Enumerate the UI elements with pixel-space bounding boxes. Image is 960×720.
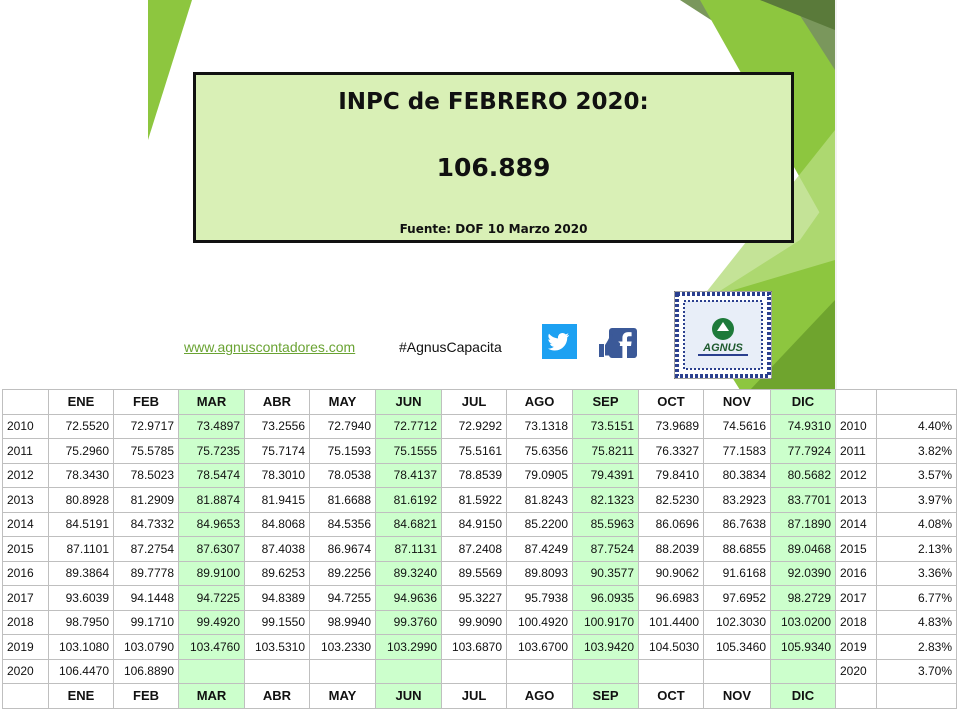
- inpc-value-cell: 89.8093: [507, 561, 573, 586]
- inpc-value-cell: 85.2200: [507, 512, 573, 537]
- header-month-jun: JUN: [376, 390, 442, 415]
- table-row: [3, 414, 957, 439]
- inpc-value-cell: 74.5616: [704, 414, 771, 439]
- inpc-value-cell: 82.5230: [639, 488, 704, 513]
- hashtag-text: #AgnusCapacita: [399, 339, 502, 355]
- inpc-value-cell: 80.5682: [771, 463, 836, 488]
- inflation-year-cell: 2020: [836, 659, 877, 684]
- inpc-value-cell: 89.6253: [245, 561, 310, 586]
- logo-text: AGNUS: [703, 342, 743, 354]
- inflation-year-cell: 2018: [836, 610, 877, 635]
- header-month-oct: OCT: [639, 390, 704, 415]
- box-title: INPC de FEBRERO 2020:: [338, 89, 649, 115]
- year-cell: 2013: [3, 488, 49, 513]
- inpc-value-cell: 103.9420: [573, 635, 639, 660]
- inpc-value-cell: 91.6168: [704, 561, 771, 586]
- year-cell: 2011: [3, 439, 49, 464]
- inpc-value-cell: 78.5023: [114, 463, 179, 488]
- box-inpc-value: 106.889: [436, 153, 551, 182]
- inpc-value-cell: 99.3760: [376, 610, 442, 635]
- inpc-value-cell: 89.2256: [310, 561, 376, 586]
- inflation-year-cell: 2017: [836, 586, 877, 611]
- footer-month-mar: MAR: [179, 684, 245, 709]
- inpc-value-cell: 90.9062: [639, 561, 704, 586]
- inpc-value-cell: 75.7235: [179, 439, 245, 464]
- inpc-value-cell: 84.9150: [442, 512, 507, 537]
- inpc-value-cell: 89.0468: [771, 537, 836, 562]
- footer-month-may: MAY: [310, 684, 376, 709]
- inpc-value-cell: 85.5963: [573, 512, 639, 537]
- footer-month-oct: OCT: [639, 684, 704, 709]
- table-header-row: [3, 390, 957, 415]
- inpc-value-cell: 83.2923: [704, 488, 771, 513]
- inpc-value-cell: 75.5785: [114, 439, 179, 464]
- inpc-value-cell: 73.9689: [639, 414, 704, 439]
- year-cell: 2016: [3, 561, 49, 586]
- inpc-value-cell: 87.1101: [49, 537, 114, 562]
- inpc-value-cell: 89.3864: [49, 561, 114, 586]
- inflation-rate-cell: 4.83%: [877, 610, 957, 635]
- inpc-value-cell: 73.1318: [507, 414, 573, 439]
- header-month-sep: SEP: [573, 390, 639, 415]
- inpc-value-cell: [639, 659, 704, 684]
- inpc-value-cell: 105.3460: [704, 635, 771, 660]
- inpc-value-cell: 100.9170: [573, 610, 639, 635]
- inpc-value-cell: 99.1550: [245, 610, 310, 635]
- header-empty-cell: [836, 390, 877, 415]
- inpc-value-cell: 73.5151: [573, 414, 639, 439]
- inpc-value-cell: 87.1890: [771, 512, 836, 537]
- inpc-value-cell: [573, 659, 639, 684]
- header-month-ene: ENE: [49, 390, 114, 415]
- header-month-jul: JUL: [442, 390, 507, 415]
- table-body: [3, 414, 957, 684]
- inpc-value-cell: 103.2330: [310, 635, 376, 660]
- inpc-value-cell: 103.6700: [507, 635, 573, 660]
- inpc-value-cell: 98.9940: [310, 610, 376, 635]
- footer-month-nov: NOV: [704, 684, 771, 709]
- inpc-value-cell: 89.7778: [114, 561, 179, 586]
- agnus-logo: [674, 291, 772, 379]
- inpc-value-cell: 90.3577: [573, 561, 639, 586]
- inpc-value-cell: 75.8211: [573, 439, 639, 464]
- inpc-value-cell: 94.1448: [114, 586, 179, 611]
- table-row: [3, 488, 957, 513]
- inpc-value-cell: 72.7940: [310, 414, 376, 439]
- inflation-rate-cell: 3.36%: [877, 561, 957, 586]
- header-empty-cell: [877, 390, 957, 415]
- footer-corner-cell: [3, 684, 49, 709]
- inpc-value-cell: 106.8890: [114, 659, 179, 684]
- inpc-value-cell: 75.1555: [376, 439, 442, 464]
- inpc-value-cell: 84.9653: [179, 512, 245, 537]
- footer-empty-cell: [877, 684, 957, 709]
- inpc-value-cell: 99.9090: [442, 610, 507, 635]
- inpc-value-cell: [771, 659, 836, 684]
- inpc-value-cell: 84.5356: [310, 512, 376, 537]
- footer-month-ene: ENE: [49, 684, 114, 709]
- inpc-value-cell: 95.7938: [507, 586, 573, 611]
- table-row: [3, 586, 957, 611]
- inpc-value-cell: 81.5922: [442, 488, 507, 513]
- year-cell: 2019: [3, 635, 49, 660]
- inpc-value-cell: 88.6855: [704, 537, 771, 562]
- footer-month-dic: DIC: [771, 684, 836, 709]
- inpc-value-cell: 81.9415: [245, 488, 310, 513]
- inpc-value-cell: 103.4760: [179, 635, 245, 660]
- year-cell: 2015: [3, 537, 49, 562]
- inpc-value-cell: 82.1323: [573, 488, 639, 513]
- inpc-value-cell: 75.5161: [442, 439, 507, 464]
- inpc-value-cell: 75.2960: [49, 439, 114, 464]
- inflation-rate-cell: 2.13%: [877, 537, 957, 562]
- inpc-value-cell: 84.7332: [114, 512, 179, 537]
- header-month-ago: AGO: [507, 390, 573, 415]
- inpc-value-cell: 72.9717: [114, 414, 179, 439]
- inpc-value-cell: 97.6952: [704, 586, 771, 611]
- inflation-year-cell: 2016: [836, 561, 877, 586]
- year-cell: 2010: [3, 414, 49, 439]
- inpc-value-cell: 103.5310: [245, 635, 310, 660]
- inpc-value-cell: 72.5520: [49, 414, 114, 439]
- inpc-value-cell: 106.4470: [49, 659, 114, 684]
- inpc-value-cell: 78.4137: [376, 463, 442, 488]
- inpc-value-cell: 84.6821: [376, 512, 442, 537]
- inflation-rate-cell: 3.82%: [877, 439, 957, 464]
- inpc-value-cell: 86.0696: [639, 512, 704, 537]
- inflation-year-cell: 2013: [836, 488, 877, 513]
- box-source: Fuente: DOF 10 Marzo 2020: [399, 222, 588, 236]
- inflation-year-cell: 2019: [836, 635, 877, 660]
- inpc-value-cell: [507, 659, 573, 684]
- inpc-value-cell: 86.9674: [310, 537, 376, 562]
- inpc-value-cell: 96.0935: [573, 586, 639, 611]
- inpc-value-cell: 72.9292: [442, 414, 507, 439]
- inpc-value-cell: [376, 659, 442, 684]
- inpc-value-cell: 98.7950: [49, 610, 114, 635]
- table-row: [3, 635, 957, 660]
- footer-month-sep: SEP: [573, 684, 639, 709]
- year-cell: 2014: [3, 512, 49, 537]
- inpc-value-cell: 104.5030: [639, 635, 704, 660]
- inpc-info-box: [193, 72, 794, 243]
- inpc-value-cell: 76.3327: [639, 439, 704, 464]
- inpc-value-cell: 81.8874: [179, 488, 245, 513]
- inflation-rate-cell: 3.70%: [877, 659, 957, 684]
- inpc-value-cell: 95.3227: [442, 586, 507, 611]
- inpc-value-cell: 87.1131: [376, 537, 442, 562]
- inpc-value-cell: 81.6192: [376, 488, 442, 513]
- inpc-value-cell: 78.3010: [245, 463, 310, 488]
- inpc-value-cell: 103.6870: [442, 635, 507, 660]
- inpc-value-cell: 102.3030: [704, 610, 771, 635]
- header-corner-cell: [3, 390, 49, 415]
- inflation-rate-cell: 4.08%: [877, 512, 957, 537]
- inpc-value-cell: 103.0200: [771, 610, 836, 635]
- inpc-value-cell: 99.1710: [114, 610, 179, 635]
- inpc-value-cell: 89.5569: [442, 561, 507, 586]
- footer-month-jul: JUL: [442, 684, 507, 709]
- footer-empty-cell: [836, 684, 877, 709]
- inpc-value-cell: 96.6983: [639, 586, 704, 611]
- inpc-value-cell: 103.2990: [376, 635, 442, 660]
- inpc-value-cell: [179, 659, 245, 684]
- inpc-value-cell: 94.7225: [179, 586, 245, 611]
- inpc-value-cell: 75.7174: [245, 439, 310, 464]
- inpc-value-cell: 87.2754: [114, 537, 179, 562]
- inpc-value-cell: 87.6307: [179, 537, 245, 562]
- inpc-value-cell: 94.7255: [310, 586, 376, 611]
- footer-month-feb: FEB: [114, 684, 179, 709]
- inflation-rate-cell: 3.57%: [877, 463, 957, 488]
- inflation-rate-cell: 3.97%: [877, 488, 957, 513]
- inpc-value-cell: 84.5191: [49, 512, 114, 537]
- inflation-year-cell: 2012: [836, 463, 877, 488]
- inpc-value-cell: 72.7712: [376, 414, 442, 439]
- inpc-value-cell: 77.1583: [704, 439, 771, 464]
- table-row: [3, 512, 957, 537]
- header-month-dic: DIC: [771, 390, 836, 415]
- inpc-value-cell: 87.2408: [442, 537, 507, 562]
- header-month-mar: MAR: [179, 390, 245, 415]
- facebook-icon[interactable]: [597, 326, 639, 360]
- inpc-value-cell: 78.0538: [310, 463, 376, 488]
- inpc-value-cell: 81.2909: [114, 488, 179, 513]
- table-row: [3, 610, 957, 635]
- inpc-value-cell: 105.9340: [771, 635, 836, 660]
- inpc-value-cell: 98.2729: [771, 586, 836, 611]
- inpc-table: [2, 389, 957, 709]
- inpc-value-cell: 84.8068: [245, 512, 310, 537]
- table-footer-row: [3, 684, 957, 709]
- inpc-value-cell: 79.0905: [507, 463, 573, 488]
- inpc-value-cell: 75.1593: [310, 439, 376, 464]
- table-row: [3, 561, 957, 586]
- inpc-value-cell: 80.8928: [49, 488, 114, 513]
- year-cell: 2012: [3, 463, 49, 488]
- inpc-value-cell: 87.4038: [245, 537, 310, 562]
- footer-month-jun: JUN: [376, 684, 442, 709]
- year-cell: 2017: [3, 586, 49, 611]
- inpc-value-cell: 101.4400: [639, 610, 704, 635]
- inflation-year-cell: 2010: [836, 414, 877, 439]
- inpc-value-cell: 81.6688: [310, 488, 376, 513]
- inflation-rate-cell: 4.40%: [877, 414, 957, 439]
- inpc-value-cell: 79.8410: [639, 463, 704, 488]
- inpc-value-cell: 94.9636: [376, 586, 442, 611]
- inpc-value-cell: 78.3430: [49, 463, 114, 488]
- inpc-value-cell: 74.9310: [771, 414, 836, 439]
- inpc-value-cell: 75.6356: [507, 439, 573, 464]
- twitter-icon[interactable]: [542, 324, 577, 359]
- inpc-value-cell: [245, 659, 310, 684]
- inpc-value-cell: [442, 659, 507, 684]
- inflation-year-cell: 2011: [836, 439, 877, 464]
- inpc-value-cell: 99.4920: [179, 610, 245, 635]
- table-row: [3, 463, 957, 488]
- table-row: [3, 659, 957, 684]
- inpc-value-cell: 88.2039: [639, 537, 704, 562]
- inpc-value-cell: 87.4249: [507, 537, 573, 562]
- year-cell: 2018: [3, 610, 49, 635]
- inpc-value-cell: 87.7524: [573, 537, 639, 562]
- website-link[interactable]: www.agnuscontadores.com: [184, 339, 356, 355]
- inpc-value-cell: 80.3834: [704, 463, 771, 488]
- header-month-feb: FEB: [114, 390, 179, 415]
- inpc-value-cell: 93.6039: [49, 586, 114, 611]
- inpc-value-cell: 73.2556: [245, 414, 310, 439]
- inpc-value-cell: 77.7924: [771, 439, 836, 464]
- inpc-value-cell: 78.5474: [179, 463, 245, 488]
- table-row: [3, 537, 957, 562]
- inpc-value-cell: 73.4897: [179, 414, 245, 439]
- inpc-value-cell: 83.7701: [771, 488, 836, 513]
- inpc-value-cell: [704, 659, 771, 684]
- inpc-value-cell: 103.1080: [49, 635, 114, 660]
- inpc-value-cell: 103.0790: [114, 635, 179, 660]
- inflation-rate-cell: 6.77%: [877, 586, 957, 611]
- inflation-year-cell: 2015: [836, 537, 877, 562]
- footer-month-ago: AGO: [507, 684, 573, 709]
- inpc-value-cell: 92.0390: [771, 561, 836, 586]
- header-month-may: MAY: [310, 390, 376, 415]
- table-row: [3, 439, 957, 464]
- inpc-value-cell: [310, 659, 376, 684]
- header-month-abr: ABR: [245, 390, 310, 415]
- inflation-rate-cell: 2.83%: [877, 635, 957, 660]
- inpc-value-cell: 89.9100: [179, 561, 245, 586]
- header-month-nov: NOV: [704, 390, 771, 415]
- inpc-value-cell: 89.3240: [376, 561, 442, 586]
- inpc-value-cell: 81.8243: [507, 488, 573, 513]
- inpc-value-cell: 86.7638: [704, 512, 771, 537]
- inpc-value-cell: 79.4391: [573, 463, 639, 488]
- footer-month-abr: ABR: [245, 684, 310, 709]
- inpc-value-cell: 100.4920: [507, 610, 573, 635]
- inpc-value-cell: 78.8539: [442, 463, 507, 488]
- inflation-year-cell: 2014: [836, 512, 877, 537]
- year-cell: 2020: [3, 659, 49, 684]
- inpc-value-cell: 94.8389: [245, 586, 310, 611]
